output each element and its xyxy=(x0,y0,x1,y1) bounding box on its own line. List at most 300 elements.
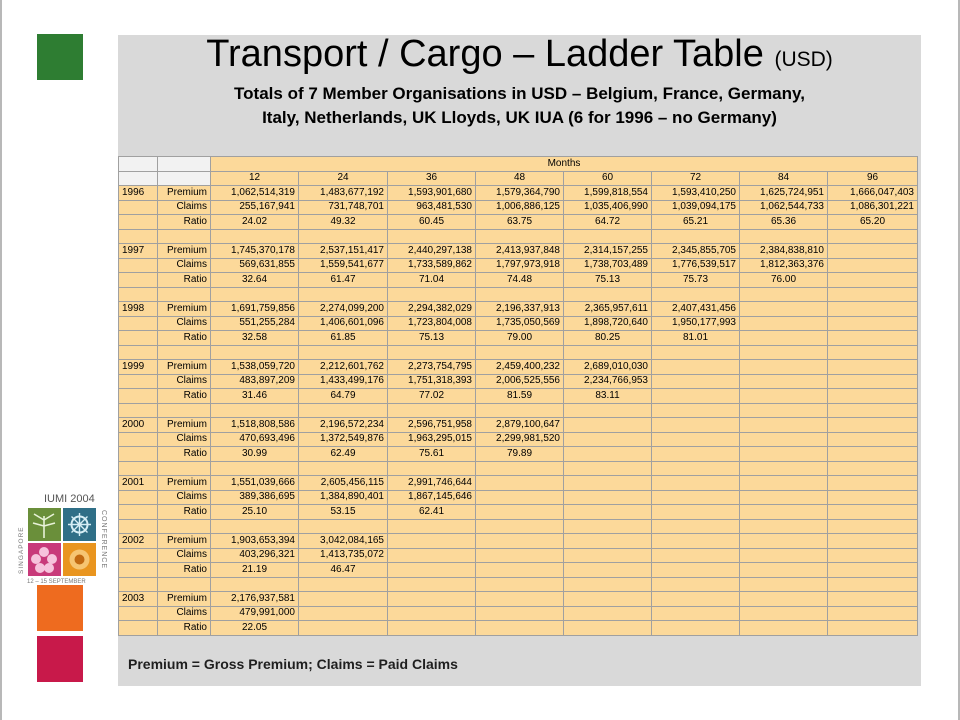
left-frame-line xyxy=(0,0,2,720)
empty-cell xyxy=(652,476,740,491)
empty-cell xyxy=(119,519,158,534)
empty-cell xyxy=(828,360,918,375)
ratio-value-cell: 53.15 xyxy=(299,505,388,520)
empty-cell xyxy=(828,244,918,259)
empty-cell xyxy=(299,345,388,360)
empty-cell xyxy=(564,229,652,244)
empty-cell xyxy=(476,519,564,534)
spacer-row xyxy=(119,519,918,534)
claims-value-cell: 483,897,209 xyxy=(211,374,299,389)
empty-cell xyxy=(740,418,828,433)
month-header-cell: 60 xyxy=(564,171,652,186)
ratio-value-cell: 76.00 xyxy=(740,273,828,288)
empty-cell xyxy=(476,505,564,520)
claims-value-cell: 1,963,295,015 xyxy=(388,432,476,447)
row-label-cell: Claims xyxy=(158,432,211,447)
empty-cell xyxy=(299,621,388,636)
claims-value-cell: 551,255,284 xyxy=(211,316,299,331)
corner-cell xyxy=(119,157,158,172)
empty-cell xyxy=(119,287,158,302)
year-cell xyxy=(119,258,158,273)
table-row-premium xyxy=(119,534,918,549)
empty-cell xyxy=(652,418,740,433)
empty-cell xyxy=(740,534,828,549)
claims-value-cell: 1,898,720,640 xyxy=(564,316,652,331)
premium-value-cell: 1,579,364,790 xyxy=(476,186,564,201)
empty-cell xyxy=(119,461,158,476)
ratio-value-cell: 83.11 xyxy=(564,389,652,404)
month-header-cell: 72 xyxy=(652,171,740,186)
empty-cell xyxy=(564,490,652,505)
empty-cell xyxy=(740,302,828,317)
claims-value-cell: 569,631,855 xyxy=(211,258,299,273)
year-cell xyxy=(119,200,158,215)
ratio-value-cell: 32.64 xyxy=(211,273,299,288)
empty-cell xyxy=(828,418,918,433)
empty-cell xyxy=(828,476,918,491)
empty-cell xyxy=(652,592,740,607)
table-row-ratio xyxy=(119,447,918,462)
empty-cell xyxy=(828,519,918,534)
empty-cell xyxy=(476,229,564,244)
premium-value-cell: 1,745,370,178 xyxy=(211,244,299,259)
empty-cell xyxy=(652,345,740,360)
empty-cell xyxy=(476,621,564,636)
row-label-cell: Premium xyxy=(158,186,211,201)
year-cell xyxy=(119,490,158,505)
empty-cell xyxy=(299,229,388,244)
empty-cell xyxy=(740,229,828,244)
row-label-cell: Ratio xyxy=(158,447,211,462)
claims-value-cell: 1,406,601,096 xyxy=(299,316,388,331)
table-row-premium xyxy=(119,592,918,607)
empty-cell xyxy=(652,548,740,563)
premium-value-cell: 2,273,754,795 xyxy=(388,360,476,375)
empty-cell xyxy=(299,287,388,302)
row-label-cell: Premium xyxy=(158,418,211,433)
empty-cell xyxy=(388,592,476,607)
claims-value-cell: 1,062,544,733 xyxy=(740,200,828,215)
empty-cell xyxy=(652,461,740,476)
premium-value-cell: 1,625,724,951 xyxy=(740,186,828,201)
empty-cell xyxy=(564,345,652,360)
ratio-value-cell: 79.00 xyxy=(476,331,564,346)
claims-value-cell: 1,751,318,393 xyxy=(388,374,476,389)
ladder-table xyxy=(118,156,918,636)
premium-value-cell: 1,062,514,319 xyxy=(211,186,299,201)
empty-cell xyxy=(740,563,828,578)
premium-value-cell: 1,538,059,720 xyxy=(211,360,299,375)
empty-cell xyxy=(564,592,652,607)
subtitle-line-2: Italy, Netherlands, UK Lloyds, UK IUA (6 for 1996 – no Germany) xyxy=(262,108,777,127)
empty-cell xyxy=(652,229,740,244)
empty-cell xyxy=(740,403,828,418)
table-row-premium xyxy=(119,418,918,433)
row-label-cell: Claims xyxy=(158,374,211,389)
premium-value-cell: 1,691,759,856 xyxy=(211,302,299,317)
year-cell xyxy=(119,606,158,621)
ratio-value-cell: 63.75 xyxy=(476,215,564,230)
row-label-cell: Claims xyxy=(158,200,211,215)
claims-value-cell: 1,723,804,008 xyxy=(388,316,476,331)
empty-cell xyxy=(564,287,652,302)
empty-cell xyxy=(652,577,740,592)
empty-cell xyxy=(158,345,211,360)
empty-cell xyxy=(652,490,740,505)
empty-cell xyxy=(828,345,918,360)
row-label-cell: Claims xyxy=(158,316,211,331)
table-row-ratio xyxy=(119,331,918,346)
empty-cell xyxy=(740,287,828,302)
empty-cell xyxy=(299,461,388,476)
year-cell xyxy=(119,374,158,389)
year-cell xyxy=(119,447,158,462)
empty-cell xyxy=(388,534,476,549)
ratio-value-cell: 64.72 xyxy=(564,215,652,230)
empty-cell xyxy=(564,548,652,563)
ratio-value-cell: 31.46 xyxy=(211,389,299,404)
empty-cell xyxy=(828,461,918,476)
empty-cell xyxy=(388,519,476,534)
row-label-cell: Premium xyxy=(158,360,211,375)
claims-value-cell: 1,797,973,918 xyxy=(476,258,564,273)
premium-value-cell: 2,212,601,762 xyxy=(299,360,388,375)
claims-value-cell: 1,413,735,072 xyxy=(299,548,388,563)
row-label-cell: Premium xyxy=(158,534,211,549)
row-label-cell: Ratio xyxy=(158,563,211,578)
iumi-conference-logo xyxy=(14,488,118,584)
empty-cell xyxy=(740,577,828,592)
premium-value-cell: 1,599,818,554 xyxy=(564,186,652,201)
table-row-premium xyxy=(119,476,918,491)
empty-cell xyxy=(119,577,158,592)
claims-value-cell: 479,991,000 xyxy=(211,606,299,621)
empty-cell xyxy=(740,519,828,534)
header-period-row xyxy=(119,171,918,186)
empty-cell xyxy=(740,621,828,636)
premium-value-cell: 2,596,751,958 xyxy=(388,418,476,433)
ratio-value-cell: 30.99 xyxy=(211,447,299,462)
claims-value-cell: 1,867,145,646 xyxy=(388,490,476,505)
ratio-value-cell: 65.21 xyxy=(652,215,740,230)
year-cell: 2002 xyxy=(119,534,158,549)
table-row-ratio xyxy=(119,215,918,230)
ratio-value-cell: 65.36 xyxy=(740,215,828,230)
ratio-value-cell: 79.89 xyxy=(476,447,564,462)
premium-value-cell: 1,593,901,680 xyxy=(388,186,476,201)
year-cell xyxy=(119,505,158,520)
premium-value-cell: 2,537,151,417 xyxy=(299,244,388,259)
empty-cell xyxy=(211,229,299,244)
empty-cell xyxy=(828,331,918,346)
empty-cell xyxy=(740,476,828,491)
claims-value-cell: 1,950,177,993 xyxy=(652,316,740,331)
year-cell: 2001 xyxy=(119,476,158,491)
empty-cell xyxy=(652,403,740,418)
empty-cell xyxy=(828,606,918,621)
empty-cell xyxy=(388,403,476,418)
title-currency: (USD) xyxy=(774,48,833,71)
ratio-value-cell: 81.59 xyxy=(476,389,564,404)
empty-cell xyxy=(828,505,918,520)
ratio-value-cell: 24.02 xyxy=(211,215,299,230)
empty-cell xyxy=(158,461,211,476)
table-row-claims xyxy=(119,548,918,563)
table-row-premium xyxy=(119,302,918,317)
year-cell xyxy=(119,331,158,346)
claims-value-cell: 1,035,406,990 xyxy=(564,200,652,215)
premium-value-cell: 2,991,746,644 xyxy=(388,476,476,491)
empty-cell xyxy=(564,519,652,534)
claims-value-cell: 731,748,701 xyxy=(299,200,388,215)
slide-subtitle xyxy=(118,82,921,130)
premium-value-cell: 1,666,047,403 xyxy=(828,186,918,201)
empty-cell xyxy=(652,534,740,549)
table-row-premium xyxy=(119,244,918,259)
row-label-cell: Claims xyxy=(158,548,211,563)
empty-cell xyxy=(158,287,211,302)
table-row-claims xyxy=(119,490,918,505)
premium-value-cell: 2,407,431,456 xyxy=(652,302,740,317)
empty-cell xyxy=(119,403,158,418)
empty-cell xyxy=(564,577,652,592)
empty-cell xyxy=(299,519,388,534)
claims-value-cell: 1,372,549,876 xyxy=(299,432,388,447)
table-row-ratio xyxy=(119,273,918,288)
empty-cell xyxy=(828,273,918,288)
month-header-cell: 24 xyxy=(299,171,388,186)
premium-value-cell: 1,551,039,666 xyxy=(211,476,299,491)
empty-cell xyxy=(388,461,476,476)
month-header-cell: 48 xyxy=(476,171,564,186)
year-cell: 1998 xyxy=(119,302,158,317)
empty-cell xyxy=(740,592,828,607)
row-label-cell: Ratio xyxy=(158,505,211,520)
table-row-ratio xyxy=(119,505,918,520)
month-header-cell: 12 xyxy=(211,171,299,186)
ratio-value-cell: 61.85 xyxy=(299,331,388,346)
year-cell xyxy=(119,316,158,331)
year-cell: 2003 xyxy=(119,592,158,607)
claims-value-cell: 1,776,539,517 xyxy=(652,258,740,273)
empty-cell xyxy=(740,490,828,505)
empty-cell xyxy=(828,302,918,317)
ratio-value-cell: 21.19 xyxy=(211,563,299,578)
empty-cell xyxy=(388,548,476,563)
ratio-value-cell: 61.47 xyxy=(299,273,388,288)
logo-title: IUMI 2004 xyxy=(44,493,95,505)
premium-value-cell: 2,689,010,030 xyxy=(564,360,652,375)
empty-cell xyxy=(476,403,564,418)
empty-cell xyxy=(828,548,918,563)
empty-cell xyxy=(476,577,564,592)
month-header-cell: 84 xyxy=(740,171,828,186)
empty-cell xyxy=(740,461,828,476)
table-row-ratio xyxy=(119,389,918,404)
months-header: Months xyxy=(211,157,918,172)
claims-value-cell: 1,086,301,221 xyxy=(828,200,918,215)
premium-value-cell: 2,314,157,255 xyxy=(564,244,652,259)
premium-value-cell: 1,518,808,586 xyxy=(211,418,299,433)
empty-cell xyxy=(652,432,740,447)
empty-cell xyxy=(564,461,652,476)
row-label-cell: Ratio xyxy=(158,215,211,230)
spacer-row xyxy=(119,461,918,476)
table-row-premium xyxy=(119,186,918,201)
year-cell xyxy=(119,548,158,563)
logo-ring-text: CONFERENCE xyxy=(100,510,107,570)
empty-cell xyxy=(158,403,211,418)
empty-cell xyxy=(388,345,476,360)
year-cell xyxy=(119,621,158,636)
row-label-cell: Claims xyxy=(158,258,211,273)
corner-cell xyxy=(119,171,158,186)
table-row-ratio xyxy=(119,621,918,636)
claims-value-cell: 389,386,695 xyxy=(211,490,299,505)
empty-cell xyxy=(211,519,299,534)
empty-cell xyxy=(119,229,158,244)
spacer-row xyxy=(119,577,918,592)
crimson-square-decoration xyxy=(37,636,83,682)
premium-value-cell: 1,593,410,250 xyxy=(652,186,740,201)
empty-cell xyxy=(388,606,476,621)
table-row-premium xyxy=(119,360,918,375)
empty-cell xyxy=(388,577,476,592)
ratio-value-cell: 22.05 xyxy=(211,621,299,636)
slide-title xyxy=(118,33,921,76)
empty-cell xyxy=(564,563,652,578)
empty-cell xyxy=(740,360,828,375)
ratio-value-cell: 77.02 xyxy=(388,389,476,404)
claims-value-cell: 1,006,886,125 xyxy=(476,200,564,215)
premium-value-cell: 2,605,456,115 xyxy=(299,476,388,491)
empty-cell xyxy=(828,403,918,418)
year-cell: 1997 xyxy=(119,244,158,259)
empty-cell xyxy=(388,287,476,302)
claims-value-cell: 1,559,541,677 xyxy=(299,258,388,273)
empty-cell xyxy=(476,592,564,607)
header-months-row xyxy=(119,157,918,172)
empty-cell xyxy=(476,606,564,621)
empty-cell xyxy=(158,577,211,592)
premium-value-cell: 2,294,382,029 xyxy=(388,302,476,317)
ratio-value-cell: 49.32 xyxy=(299,215,388,230)
empty-cell xyxy=(652,563,740,578)
empty-cell xyxy=(211,345,299,360)
row-label-cell: Claims xyxy=(158,490,211,505)
empty-cell xyxy=(740,548,828,563)
empty-cell xyxy=(740,432,828,447)
ratio-value-cell: 75.13 xyxy=(564,273,652,288)
row-label-cell: Premium xyxy=(158,302,211,317)
empty-cell xyxy=(211,461,299,476)
ratio-value-cell: 46.47 xyxy=(299,563,388,578)
empty-cell xyxy=(476,345,564,360)
empty-cell xyxy=(476,548,564,563)
premium-value-cell: 2,384,838,810 xyxy=(740,244,828,259)
row-label-cell: Claims xyxy=(158,606,211,621)
premium-value-cell: 2,879,100,647 xyxy=(476,418,564,433)
ratio-value-cell: 62.41 xyxy=(388,505,476,520)
claims-value-cell: 1,433,499,176 xyxy=(299,374,388,389)
premium-value-cell: 2,440,297,138 xyxy=(388,244,476,259)
empty-cell xyxy=(119,345,158,360)
row-label-cell: Ratio xyxy=(158,389,211,404)
corner-cell xyxy=(158,171,211,186)
ratio-value-cell: 62.49 xyxy=(299,447,388,462)
claims-value-cell: 1,735,050,569 xyxy=(476,316,564,331)
empty-cell xyxy=(564,505,652,520)
row-label-cell: Ratio xyxy=(158,621,211,636)
ratio-value-cell: 75.73 xyxy=(652,273,740,288)
empty-cell xyxy=(652,505,740,520)
empty-cell xyxy=(476,476,564,491)
empty-cell xyxy=(388,229,476,244)
empty-cell xyxy=(740,316,828,331)
table-row-claims xyxy=(119,374,918,389)
corner-cell xyxy=(158,157,211,172)
empty-cell xyxy=(476,287,564,302)
empty-cell xyxy=(828,490,918,505)
empty-cell xyxy=(564,447,652,462)
empty-cell xyxy=(652,447,740,462)
claims-value-cell: 963,481,530 xyxy=(388,200,476,215)
claims-value-cell: 470,693,496 xyxy=(211,432,299,447)
premium-value-cell: 2,345,855,705 xyxy=(652,244,740,259)
empty-cell xyxy=(564,606,652,621)
empty-cell xyxy=(740,331,828,346)
empty-cell xyxy=(476,490,564,505)
ratio-value-cell: 60.45 xyxy=(388,215,476,230)
ratio-value-cell: 25.10 xyxy=(211,505,299,520)
spacer-row xyxy=(119,229,918,244)
green-square-decoration xyxy=(37,34,83,80)
year-cell xyxy=(119,215,158,230)
ratio-value-cell: 65.20 xyxy=(828,215,918,230)
subtitle-line-1: Totals of 7 Member Organisations in USD – Belgium, France, Germany, xyxy=(234,84,805,103)
claims-value-cell: 2,006,525,556 xyxy=(476,374,564,389)
empty-cell xyxy=(828,534,918,549)
ratio-value-cell: 75.13 xyxy=(388,331,476,346)
empty-cell xyxy=(740,374,828,389)
year-cell: 1999 xyxy=(119,360,158,375)
row-label-cell: Premium xyxy=(158,476,211,491)
empty-cell xyxy=(211,287,299,302)
empty-cell xyxy=(299,592,388,607)
row-label-cell: Premium xyxy=(158,592,211,607)
ratio-value-cell: 80.25 xyxy=(564,331,652,346)
empty-cell xyxy=(740,447,828,462)
premium-value-cell: 1,483,677,192 xyxy=(299,186,388,201)
empty-cell xyxy=(299,403,388,418)
premium-value-cell: 2,413,937,848 xyxy=(476,244,564,259)
empty-cell xyxy=(476,534,564,549)
footnote: Premium = Gross Premium; Claims = Paid Claims xyxy=(128,656,458,672)
ratio-value-cell: 64.79 xyxy=(299,389,388,404)
premium-value-cell: 2,274,099,200 xyxy=(299,302,388,317)
claims-value-cell: 1,733,589,862 xyxy=(388,258,476,273)
empty-cell xyxy=(828,374,918,389)
empty-cell xyxy=(652,606,740,621)
empty-cell xyxy=(564,476,652,491)
empty-cell xyxy=(828,316,918,331)
empty-cell xyxy=(388,563,476,578)
table-row-ratio xyxy=(119,563,918,578)
ratio-value-cell: 32.58 xyxy=(211,331,299,346)
ratio-value-cell: 75.61 xyxy=(388,447,476,462)
table-row-claims xyxy=(119,606,918,621)
table-row-claims xyxy=(119,200,918,215)
